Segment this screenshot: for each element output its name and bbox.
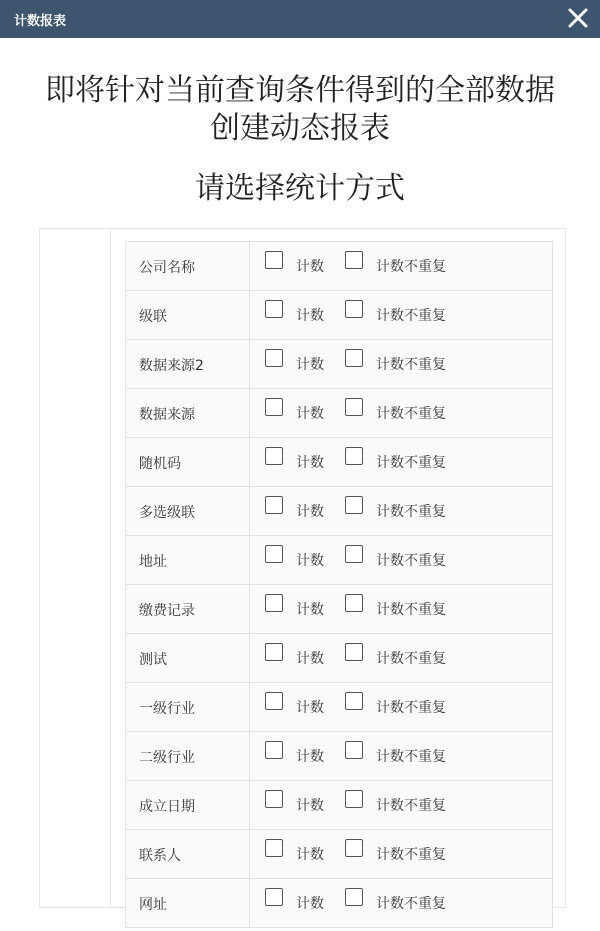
count-checkbox[interactable] [265, 496, 283, 514]
field-label: 成立日期 [126, 781, 250, 829]
dialog-title: 计数报表 [14, 14, 67, 29]
field-label: 数据来源2 [126, 340, 250, 388]
table-row [126, 879, 552, 928]
unique-count-option-label: 计数不重复 [376, 896, 446, 912]
table-row [126, 585, 552, 634]
heading-line-2: 创建动态报表 [210, 111, 390, 146]
count-checkbox[interactable] [265, 545, 283, 563]
unique-count-checkbox[interactable] [345, 692, 363, 710]
unique-count-option-label: 计数不重复 [376, 504, 446, 520]
unique-count-option-label: 计数不重复 [376, 455, 446, 471]
table-row [126, 438, 552, 487]
table-row [126, 830, 552, 879]
field-label: 一级行业 [126, 683, 250, 731]
unique-count-checkbox[interactable] [345, 398, 363, 416]
field-label: 联系人 [126, 830, 250, 878]
count-checkbox[interactable] [265, 888, 283, 906]
table-row [126, 340, 552, 389]
count-checkbox[interactable] [265, 447, 283, 465]
count-checkbox[interactable] [265, 251, 283, 269]
field-label: 多选级联 [126, 487, 250, 535]
unique-count-checkbox[interactable] [345, 888, 363, 906]
field-label: 地址 [126, 536, 250, 584]
unique-count-option-label: 计数不重复 [376, 406, 446, 422]
count-checkbox[interactable] [265, 839, 283, 857]
count-option-label: 计数 [296, 504, 324, 520]
count-option-label: 计数 [296, 749, 324, 765]
close-icon[interactable] [566, 6, 590, 30]
table-row [126, 781, 552, 830]
unique-count-checkbox[interactable] [345, 594, 363, 612]
unique-count-option-label: 计数不重复 [376, 602, 446, 618]
table-row [126, 242, 552, 291]
field-table [125, 241, 553, 928]
unique-count-checkbox[interactable] [345, 349, 363, 367]
heading-line-1: 即将针对当前查询条件得到的全部数据 [45, 73, 555, 108]
unique-count-option-label: 计数不重复 [376, 651, 446, 667]
field-label: 随机码 [126, 438, 250, 486]
count-checkbox[interactable] [265, 643, 283, 661]
count-option-label: 计数 [296, 847, 324, 863]
unique-count-option-label: 计数不重复 [376, 357, 446, 373]
unique-count-option-label: 计数不重复 [376, 847, 446, 863]
unique-count-checkbox[interactable] [345, 251, 363, 269]
unique-count-checkbox[interactable] [345, 839, 363, 857]
table-row [126, 487, 552, 536]
count-option-label: 计数 [296, 553, 324, 569]
count-option-label: 计数 [296, 308, 324, 324]
table-row [126, 536, 552, 585]
unique-count-option-label: 计数不重复 [376, 308, 446, 324]
field-label: 级联 [126, 291, 250, 339]
count-option-label: 计数 [296, 406, 324, 422]
field-label: 缴费记录 [126, 585, 250, 633]
count-option-label: 计数 [296, 602, 324, 618]
unique-count-option-label: 计数不重复 [376, 259, 446, 275]
unique-count-checkbox[interactable] [345, 790, 363, 808]
count-checkbox[interactable] [265, 349, 283, 367]
count-option-label: 计数 [296, 798, 324, 814]
field-label: 数据来源 [126, 389, 250, 437]
table-row [126, 732, 552, 781]
count-checkbox[interactable] [265, 300, 283, 318]
count-option-label: 计数 [296, 700, 324, 716]
count-option-label: 计数 [296, 455, 324, 471]
table-row [126, 634, 552, 683]
count-checkbox[interactable] [265, 398, 283, 416]
field-label: 测试 [126, 634, 250, 682]
unique-count-option-label: 计数不重复 [376, 553, 446, 569]
unique-count-option-label: 计数不重复 [376, 798, 446, 814]
table-row [126, 683, 552, 732]
table-row [126, 291, 552, 340]
unique-count-checkbox[interactable] [345, 447, 363, 465]
dialog-titlebar [0, 0, 600, 38]
count-checkbox[interactable] [265, 692, 283, 710]
unique-count-option-label: 计数不重复 [376, 749, 446, 765]
count-checkbox[interactable] [265, 741, 283, 759]
count-option-label: 计数 [296, 259, 324, 275]
panel-divider [110, 228, 111, 908]
count-checkbox[interactable] [265, 790, 283, 808]
count-option-label: 计数 [296, 651, 324, 667]
unique-count-checkbox[interactable] [345, 545, 363, 563]
unique-count-option-label: 计数不重复 [376, 700, 446, 716]
unique-count-checkbox[interactable] [345, 741, 363, 759]
subheading: 请选择统计方式 [195, 171, 405, 206]
unique-count-checkbox[interactable] [345, 643, 363, 661]
field-label: 公司名称 [126, 242, 250, 290]
field-label: 网址 [126, 879, 250, 927]
table-row [126, 389, 552, 438]
count-option-label: 计数 [296, 896, 324, 912]
unique-count-checkbox[interactable] [345, 496, 363, 514]
count-option-label: 计数 [296, 357, 324, 373]
count-checkbox[interactable] [265, 594, 283, 612]
field-label: 二级行业 [126, 732, 250, 780]
unique-count-checkbox[interactable] [345, 300, 363, 318]
